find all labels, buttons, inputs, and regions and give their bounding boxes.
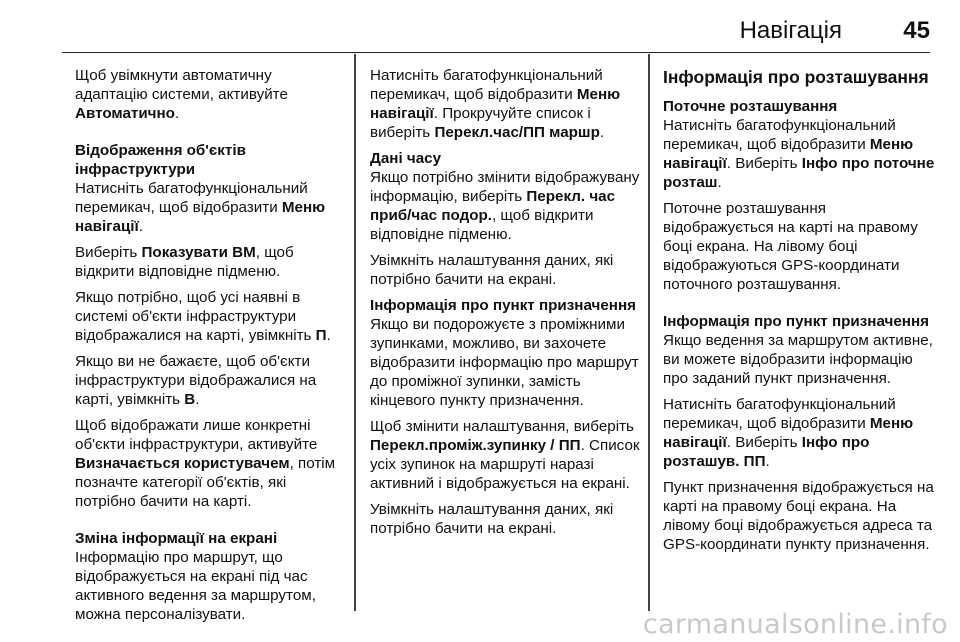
page-header [62, 0, 930, 53]
paragraph: Увімкніть налаштування даних, які потрібно бачити на екрані. [370, 252, 614, 288]
subheading-time-data: Дані часу [370, 150, 442, 167]
subheading-infrastructure: Відображення об'єктів інфраструктури [75, 142, 246, 178]
paragraph: Натисніть багатофункціональний перемикач, щоб відобразити Меню навігації. Виберіть Інфо про поточне розташ. [663, 117, 935, 191]
paragraph: Щоб відображати лише конкретні об'єкти інфраструктури, активуйте Визначається користувачем, потім позначте категорії об'єктів, які потрібно бачити на карті. [75, 417, 336, 510]
paragraph: Якщо ви подорожуєте з проміжними зупинками, можливо, ви захочете відобразити інформацію про маршрут до проміжної зупинки, замість кінцевого пункту призначення. [370, 316, 639, 409]
paragraph: Якщо потрібно, щоб усі наявні в системі об'єкти інфраструктури відображалися на карті, увімкніть П. [75, 289, 331, 344]
paragraph: Якщо ведення за маршрутом активне, ви можете відобразити інформацію про заданий пункт призначення. [663, 332, 933, 387]
paragraph: Інформацію про маршрут, що відображується на екрані під час активного ведення за маршрутом, можна персоналізувати. [75, 549, 316, 623]
section-heading-location-info: Інформація про розташування [663, 67, 929, 87]
column-1 [75, 66, 347, 631]
subheading-destination-info: Інформація про пункт призначення [370, 297, 637, 314]
paragraph: Натисніть багатофункціональний перемикач, щоб відобразити Меню навігації. Виберіть Інфо про розташув. ПП. [663, 396, 914, 470]
paragraph: Натисніть багатофункціональний перемикач, щоб відобразити Меню навігації. [75, 180, 326, 235]
paragraph: Виберіть Показувати ВМ, щоб відкрити відповідне підменю. [75, 244, 294, 280]
subheading-current-location: Поточне розташування [663, 98, 838, 115]
paragraph: Увімкніть налаштування даних, які потрібно бачити на екрані. [370, 501, 614, 537]
paragraph: Якщо ви не бажаєте, щоб об'єкти інфраструктури відображалися на карті, увімкніть В. [75, 353, 317, 408]
paragraph: Щоб змінити налаштування, виберіть Перекл.проміж.зупинку / ПП. Список усіх зупинок на маршруті наразі активний і відображується на екрані. [370, 418, 640, 492]
column-2 [370, 66, 642, 545]
subheading-destination-info: Інформація про пункт призначення [663, 313, 930, 330]
watermark: carmanualsonline.info [642, 609, 948, 640]
column-divider-1 [354, 54, 356, 611]
column-3 [663, 66, 938, 561]
page-number: 45 [903, 17, 930, 44]
paragraph: Щоб увімкнути автоматичну адаптацію системи, активуйте Автоматично. [75, 67, 288, 122]
paragraph: Натисніть багатофункціональний перемикач, щоб відобразити Меню навігації. Прокручуйте список і виберіть Перекл.час/ПП маршр. [370, 67, 621, 141]
paragraph: Якщо потрібно змінити відображувану інформацію, виберіть Перекл. час приб/час подор., щоб відкрити відповідне підменю. [370, 169, 640, 243]
paragraph: Поточне розташування відображується на карті на правому боці екрана. На лівому боці відображуються GPS-координати поточного розташування. [663, 200, 918, 293]
paragraph: Пункт призначення відображується на карті на правому боці екрана. На лівому боці відображується адреса та GPS-координати пункту призначення. [663, 479, 934, 553]
subheading-screen-info: Зміна інформації на екрані [75, 530, 278, 547]
column-divider-2 [648, 54, 650, 611]
section-title: Навігація [739, 17, 842, 44]
